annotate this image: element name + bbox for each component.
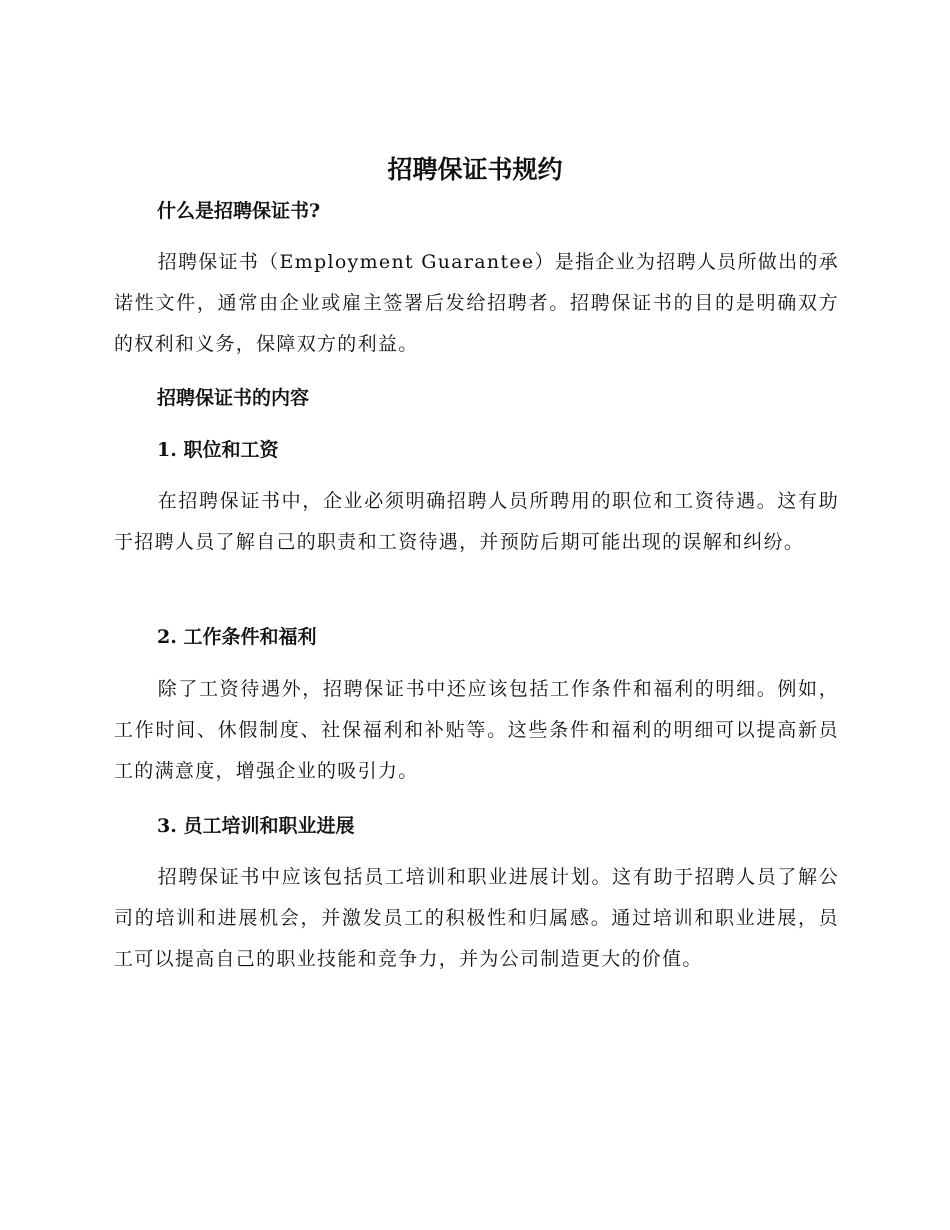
section-heading-contents: 招聘保证书的内容: [157, 387, 310, 409]
section-heading-training-career: 3. 员工培训和职业进展: [157, 815, 355, 837]
section-heading-position-salary: 1. 职位和工资: [157, 439, 279, 461]
document-title: 招聘保证书规约: [387, 155, 563, 184]
section-paragraph-what-is: 招聘保证书（Employment Guarantee）是指企业为招聘人员所做出的承诺性文件，通常由企业或雇主签署后发给招聘者。招聘保证书的目的是明确双方的权利和义务，保障双方的利益。: [114, 251, 839, 355]
section-paragraph-position-salary: 在招聘保证书中，企业必须明确招聘人员所聘用的职位和工资待遇。这有助于招聘人员了解自己的职责和工资待遇，并预防后期可能出现的误解和纠纷。: [114, 490, 839, 553]
section-heading-conditions-benefits: 2. 工作条件和福利: [157, 626, 317, 648]
section-paragraph-training-career: 招聘保证书中应该包括员工培训和职业进展计划。这有助于招聘人员了解公司的培训和进展机会，并激发员工的积极性和归属感。通过培训和职业进展，员工可以提高自己的职业技能和竞争力，并为公司制造更大的价值。: [114, 866, 839, 970]
section-heading-what-is: 什么是招聘保证书?: [157, 200, 321, 222]
section-paragraph-conditions-benefits: 除了工资待遇外，招聘保证书中还应该包括工作条件和福利的明细。例如，工作时间、休假制度、社保福利和补贴等。这些条件和福利的明细可以提高新员工的满意度，增强企业的吸引力。: [114, 678, 839, 782]
